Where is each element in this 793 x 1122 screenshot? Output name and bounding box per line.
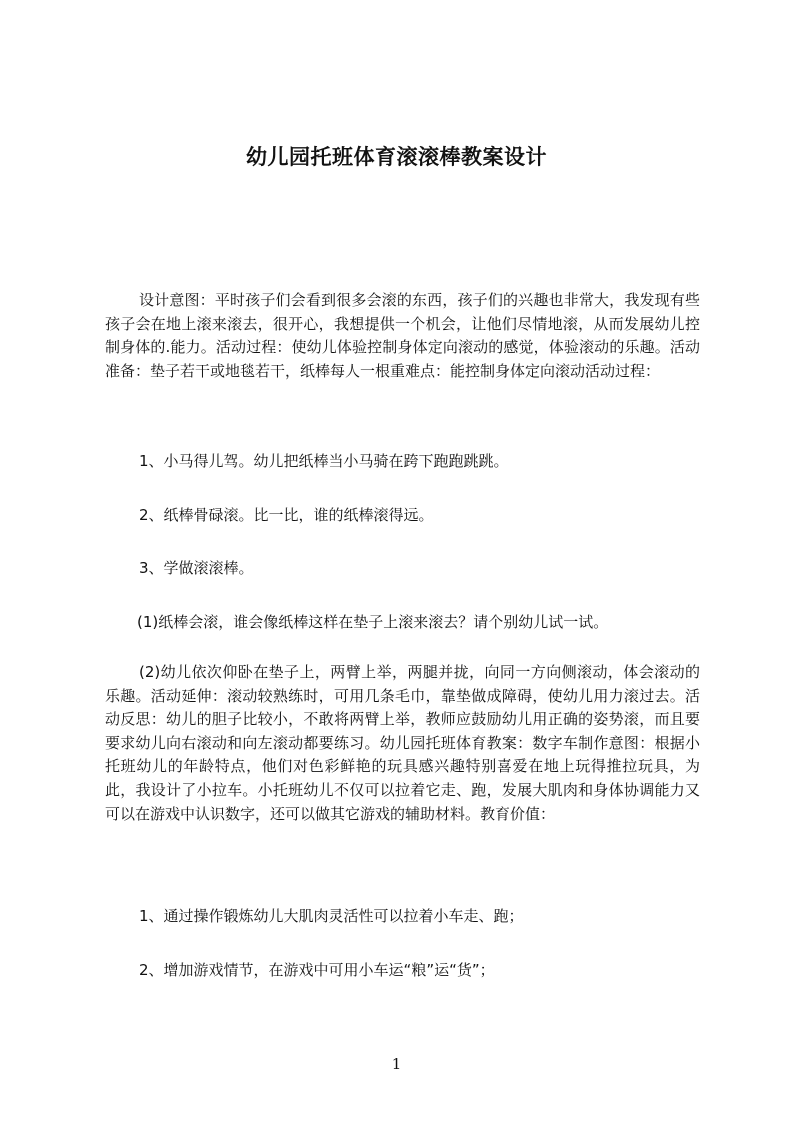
value-2-text: 2、增加游戏情节，在游戏中可用小车运“粮”运“货”； <box>139 961 495 979</box>
paragraph-activity-process: (2)幼儿依次仰卧在垫子上，两臂上举，两腿并拢，向同一方向侧滚动，体会滚动的乐趣。活动延伸：滚动较熟练时，可用几条毛巾，靠垫做成障碍，使幼儿用力滚过去。活动反思：幼儿的胆子比较小，不敢将两臂上举，教师应鼓励幼儿用正确的姿势滚，而且要要求幼儿向右滚动和向左滚动都要练习。幼儿园托班体育教案：数字车制作意图：根据小托班幼儿的年龄特点，他们对色彩鲜艳的玩具感兴趣特别喜爱在地上玩得推拉玩具，为此，我设计了小拉车。小托班幼儿不仅可以拉着它走、跑，发展大肌肉和身体协调能力又可以在游戏中认识数字，还可以做其它游戏的辅助材料。教育价值： <box>105 663 700 823</box>
substep-1-text: (1)纸棒会滚，谁会像纸棒这样在垫子上滚来滚去？请个别幼儿试一试。 <box>137 613 609 631</box>
paragraph-design-intent: 设计意图：平时孩子们会看到很多会滚的东西，孩子们的兴趣也非常大，我发现有些孩子会在地上滚来滚去，很开心，我想提供一个机会，让他们尽情地滚，从而发展幼儿控制身体的.能力。活动过程：使幼儿体验控制身体定向滚动的感觉，体验滚动的乐趣。活动准备：垫子若干或地毯若干，纸棒每人一根重难点：能控制身体定向滚动活动过程： <box>105 291 700 380</box>
document-title: 幼儿园托班体育滚滚棒教案设计 <box>246 145 547 169</box>
value-1-text: 1、通过操作锻炼幼儿大肌肉灵活性可以拉着小车走、跑； <box>139 907 524 925</box>
step-2-text: 2、纸棒骨碌滚。比一比，谁的纸棒滚得远。 <box>139 506 434 524</box>
page-number: 1 <box>391 1055 402 1073</box>
step-1-text: 1、小马得儿驾。幼儿把纸棒当小马骑在跨下跑跑跳跳。 <box>139 452 509 470</box>
step-3-text: 3、学做滚滚棒。 <box>139 559 254 577</box>
